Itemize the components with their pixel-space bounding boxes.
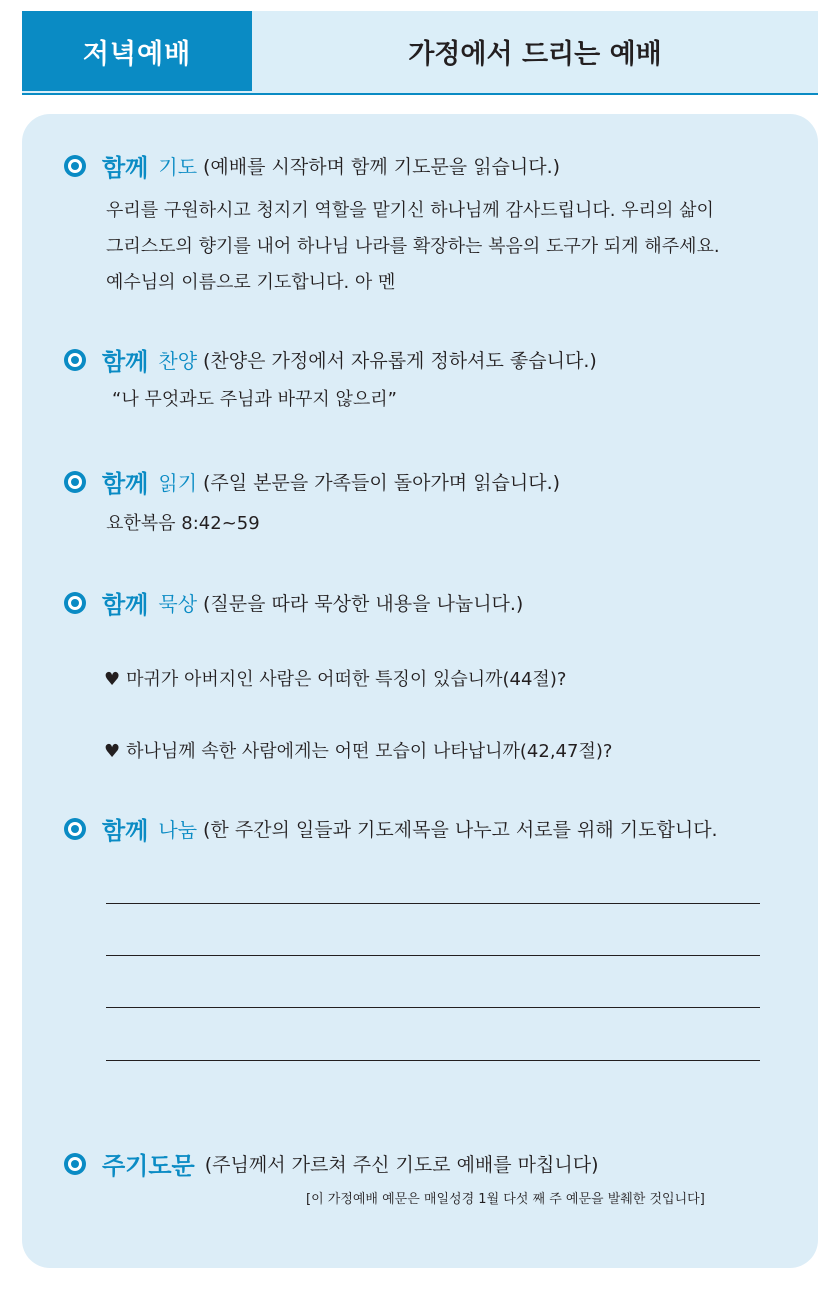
bullet-icon [64, 1153, 86, 1175]
heart-icon: ♥ [104, 741, 121, 762]
writing-line[interactable] [106, 1007, 760, 1008]
writing-line[interactable] [106, 903, 760, 904]
section-note: (찬양은 가정에서 자유롭게 정하셔도 좋습니다.) [203, 350, 597, 372]
heart-icon: ♥ [104, 669, 121, 690]
bullet-icon [64, 349, 86, 371]
prayer-text [106, 193, 720, 301]
header-tab-label: 저녁예배 [22, 11, 252, 91]
bullet-icon [64, 818, 86, 840]
bullet-icon [64, 592, 86, 614]
section-sharing-heading [64, 811, 718, 846]
section-note: (주님께서 가르쳐 주신 기도로 예배를 마칩니다) [204, 1154, 599, 1176]
section-sublabel: 읽기 [158, 471, 198, 495]
meditation-question: ♥ 하나님께 속한 사람에게는 어떤 모습이 나타납니까(42,47절)? [104, 741, 613, 762]
section-note: (한 주간의 일들과 기도제목을 나누고 서로를 위해 기도합니다. [203, 819, 718, 841]
writing-line[interactable] [106, 1060, 760, 1061]
section-label: 함께 [102, 470, 149, 498]
bullet-icon [64, 471, 86, 493]
section-label: 함께 [102, 154, 149, 182]
section-sublabel: 나눔 [158, 818, 198, 842]
header-bar [22, 11, 818, 93]
prayer-line: 그리스도의 향기를 내어 하나님 나라를 확장하는 복음의 도구가 되게 해주세요. [106, 236, 720, 257]
page-title: 가정에서 드리는 예배 [408, 38, 662, 70]
praise-song: “나 무엇과도 주님과 바꾸지 않으리” [112, 389, 397, 410]
prayer-line: 우리를 구원하시고 청지기 역할을 맡기신 하나님께 감사드립니다. 우리의 삶이 [106, 200, 714, 221]
section-praise-heading [64, 342, 597, 377]
section-note: (주일 본문을 가족들이 돌아가며 읽습니다.) [203, 472, 561, 494]
section-sublabel: 기도 [158, 155, 198, 179]
footnote: [이 가정예배 예문은 매일성경 1월 다섯 째 주 예문을 발췌한 것입니다] [306, 1192, 705, 1207]
meditation-question: ♥ 마귀가 아버지인 사람은 어떠한 특징이 있습니까(44절)? [104, 669, 567, 690]
section-meditation-heading [64, 585, 523, 620]
section-label: 함께 [102, 817, 149, 845]
section-note: (질문을 따라 묵상한 내용을 나눕니다.) [203, 593, 524, 615]
section-sublabel: 찬양 [158, 349, 198, 373]
bullet-icon [64, 155, 86, 177]
section-lords-prayer-heading [64, 1146, 599, 1181]
section-reading-heading [64, 464, 560, 499]
section-label: 함께 [102, 348, 149, 376]
header-divider [22, 93, 818, 95]
writing-line[interactable] [106, 955, 760, 956]
section-label: 주기도문 [102, 1152, 195, 1180]
section-note: (예배를 시작하며 함께 기도문을 읽습니다.) [203, 156, 561, 178]
section-prayer-heading [64, 148, 560, 183]
reading-passage: 요한복음 8:42~59 [106, 513, 260, 534]
section-sublabel: 묵상 [158, 592, 198, 616]
prayer-line: 예수님의 이름으로 기도합니다. 아 멘 [106, 272, 396, 293]
section-label: 함께 [102, 591, 149, 619]
